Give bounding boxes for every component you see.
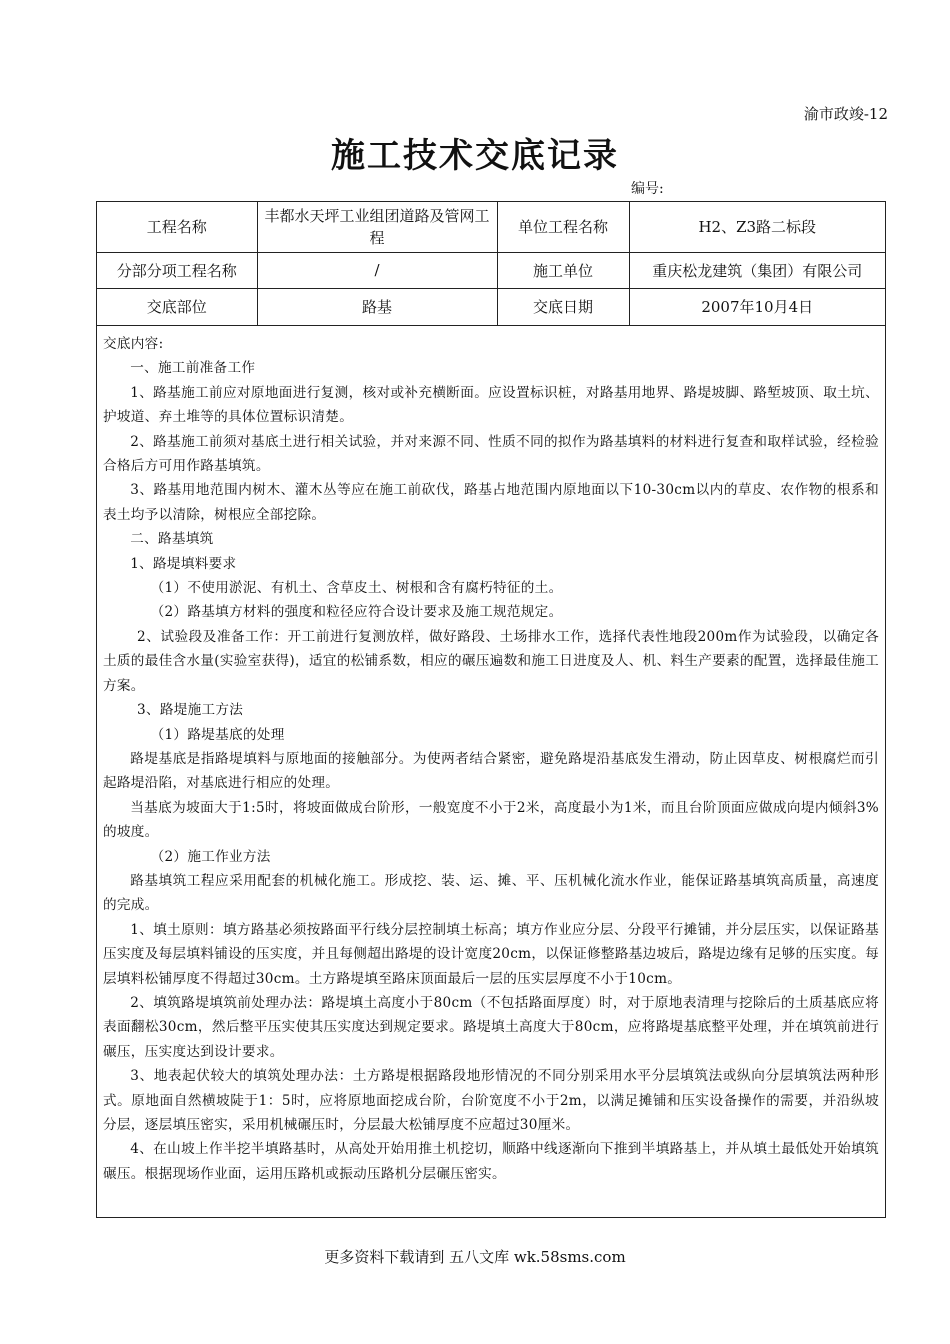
unit-project-label: 单位工程名称 [497,202,629,252]
header-table [97,202,885,326]
paragraph: （2）施工作业方法 [150,848,271,865]
contractor-label: 施工单位 [497,252,629,288]
paragraph: 路基填筑工程应采用配套的机械化施工。形成挖、装、运、摊、平、压机械化流水作业，能保证路基填筑高质量，高速度的完成。 [103,872,879,914]
project-name-label: 工程名称 [97,202,257,252]
unit-project-value: H2、Z3路二标段 [629,202,885,252]
page-title: 施工技术交底记录 [331,136,619,176]
document-code: 渝市政竣-12 [803,105,888,123]
paragraph: 3、地表起伏较大的填筑处理办法：土方路堤根据路段地形情况的不同分别采用水平分层填筑法或纵向分层填筑法两种形式。原地面自然横坡陡于1：5时，应将原地面挖成台阶，台阶宽度不小于2m，以满足摊铺和压实设备操作的需要，并沿纵坡分层，逐层填压密实，采用机械碾压时，分层最大松铺厚度不应超过30厘米。 [103,1068,879,1133]
paragraph: 2、填筑路堤填筑前处理办法：路堤填土高度小于80cm（不包括路面厚度）时，对于原地表清理与挖除后的土质基底应将表面翻松30cm，然后整平压实使其压实度达到规定要求。路堤填土高度大于80cm，应将路堤基底整平处理，并在填筑前进行碾压，压实度达到设计要求。 [103,994,879,1060]
subsection-heading: 1、路堤填料要求 [130,555,237,572]
paragraph: 路堤基底是指路堤填料与原地面的接触部分。为使两者结合紧密，避免路堤沿基底发生滑动，防止因草皮、树根腐烂而引起路堤沿陷，对基底进行相应的处理。 [103,750,879,792]
footer-note: 更多资料下载请到 五八文库 wk.58sms.com [324,1248,626,1266]
sub-project-label: 分部分项工程名称 [97,252,257,288]
record-form [96,201,886,1218]
paragraph: 4、在山坡上作半挖半填路基时，从高处开始用推土机挖切，顺路中线逐渐向下推到半填路基上，并从填土最低处开始填筑碾压。根据现场作业面，运用压路机或振动压路机分层碾压密实。 [103,1141,879,1182]
paragraph: （1）路堤基底的处理 [150,726,285,743]
date-label: 交底日期 [497,288,629,325]
project-name-value: 丰都水天坪工业组团道路及管网工程 [257,202,497,252]
paragraph: 1、路基施工前应对原地面进行复测，核对或补充横断面。应设置标识桩，对路基用地界、路堤坡脚、路堑坡顶、取土坑、护坡道、弃土堆等的具体位置标识清楚。 [103,384,879,426]
paragraph: （1）不使用淤泥、有机土、含草皮土、树根和含有腐朽特征的土。 [150,580,563,597]
section-heading: 一、施工前准备工作 [130,360,256,377]
paragraph: 2、路基施工前须对基底土进行相关试验，并对来源不同、性质不同的拟作为路基填料的材料进行复查和取样试验，经检验合格后方可用作路基填筑。 [103,433,879,475]
content-heading: 交底内容: [103,336,164,352]
sub-project-value: / [257,252,497,288]
paragraph: （2）路基填方材料的强度和粒径应符合设计要求及施工规范规定。 [150,604,563,621]
subsection-heading: 3、路堤施工方法 [137,702,244,719]
paragraph: 当基底为坡面大于1:5时，将坡面做成台阶形，一般宽度不小于2米，高度最小为1米，而且台阶顶面应做成向堤内倾斜3%的坡度。 [103,799,879,841]
date-value: 2007年10月4日 [629,288,885,325]
section-heading: 二、路基填筑 [130,531,214,548]
location-value: 路基 [257,288,497,325]
contractor-value: 重庆松龙建筑（集团）有限公司 [629,252,885,288]
paragraph: 1、填土原则：填方路基必须按路面平行线分层控制填土标高；填方作业应分层、分段平行摊铺，并分层压实，以保证路基压实度及每层填料铺设的压实度，并且每侧超出路堤的设计宽度20cm，以保证修整路基边坡后，路堤边缘有足够的压实度。每层填料松铺厚度不得超过30cm。土方路堤填至路床顶面最后一层的压实层厚度不小于10cm。 [103,921,879,987]
paragraph: 3、路基用地范围内树木、灌木丛等应在施工前砍伐，路基占地范围内原地面以下10-30cm以内的草皮、农作物的根系和表土均予以清除，树根应全部挖除。 [103,482,879,523]
paragraph: 2、试验段及准备工作：开工前进行复测放样，做好路段、土场排水工作，选择代表性地段200m作为试验段，以确定各土质的最佳含水量(实验室获得)，适宜的松铺系数，相应的碾压遍数和施工日进度及人、机、料生产要素的配置，选择最佳施工方案。 [103,628,879,694]
content-section [97,326,885,1186]
serial-number-label: 编号: [631,181,664,197]
location-label: 交底部位 [97,288,257,325]
